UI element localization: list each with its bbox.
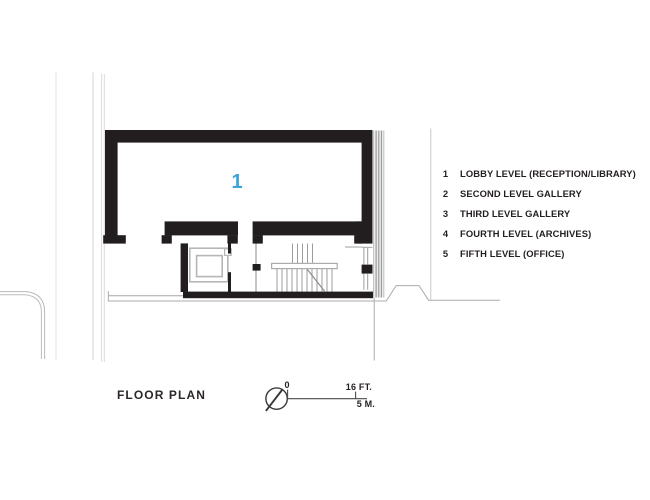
- wall-elevator-left: [181, 243, 188, 292]
- wall-bottom: [183, 292, 373, 299]
- stair-landing-rail: [272, 263, 338, 268]
- legend-item-num: 5: [442, 248, 449, 259]
- legend-item-label: SECOND LEVEL GALLERY: [460, 188, 582, 199]
- drawing-title: FLOOR PLAN: [117, 388, 206, 402]
- party-wall-hatch: [373, 131, 384, 298]
- street-curb-inner: [0, 295, 41, 359]
- wall-right: [362, 130, 373, 244]
- street-curb-outer: [0, 292, 45, 359]
- wall-left: [105, 130, 118, 236]
- wall-pier-middle: [165, 221, 238, 235]
- elevator: [190, 248, 231, 282]
- scale-meters-label: 5 M.: [356, 398, 375, 409]
- wall-pier-right: [253, 221, 362, 235]
- room-label-lobby: 1: [231, 171, 243, 193]
- site-context-lines: [0, 72, 500, 362]
- stairs: [256, 244, 362, 292]
- legend-item-label: FIFTH LEVEL (OFFICE): [460, 248, 565, 259]
- legend-item-num: 4: [442, 228, 449, 239]
- legend-item-num: 2: [442, 188, 449, 199]
- legend-item-label: LOBBY LEVEL (RECEPTION/LIBRARY): [460, 168, 636, 179]
- ground-line-right: [374, 286, 500, 301]
- scale-feet-label: 16 FT.: [345, 382, 372, 392]
- scale-zero-label: 0: [284, 379, 290, 390]
- north-arrow-icon: [266, 388, 287, 411]
- legend-item-label: THIRD LEVEL GALLERY: [460, 208, 571, 219]
- legend-item-label: FOURTH LEVEL (ARCHIVES): [460, 228, 592, 239]
- legend-item-num: 1: [442, 168, 449, 179]
- walls: [103, 130, 373, 298]
- elevator-cab: [197, 256, 223, 277]
- legend-item-num: 3: [442, 208, 449, 219]
- wall-top: [105, 130, 372, 143]
